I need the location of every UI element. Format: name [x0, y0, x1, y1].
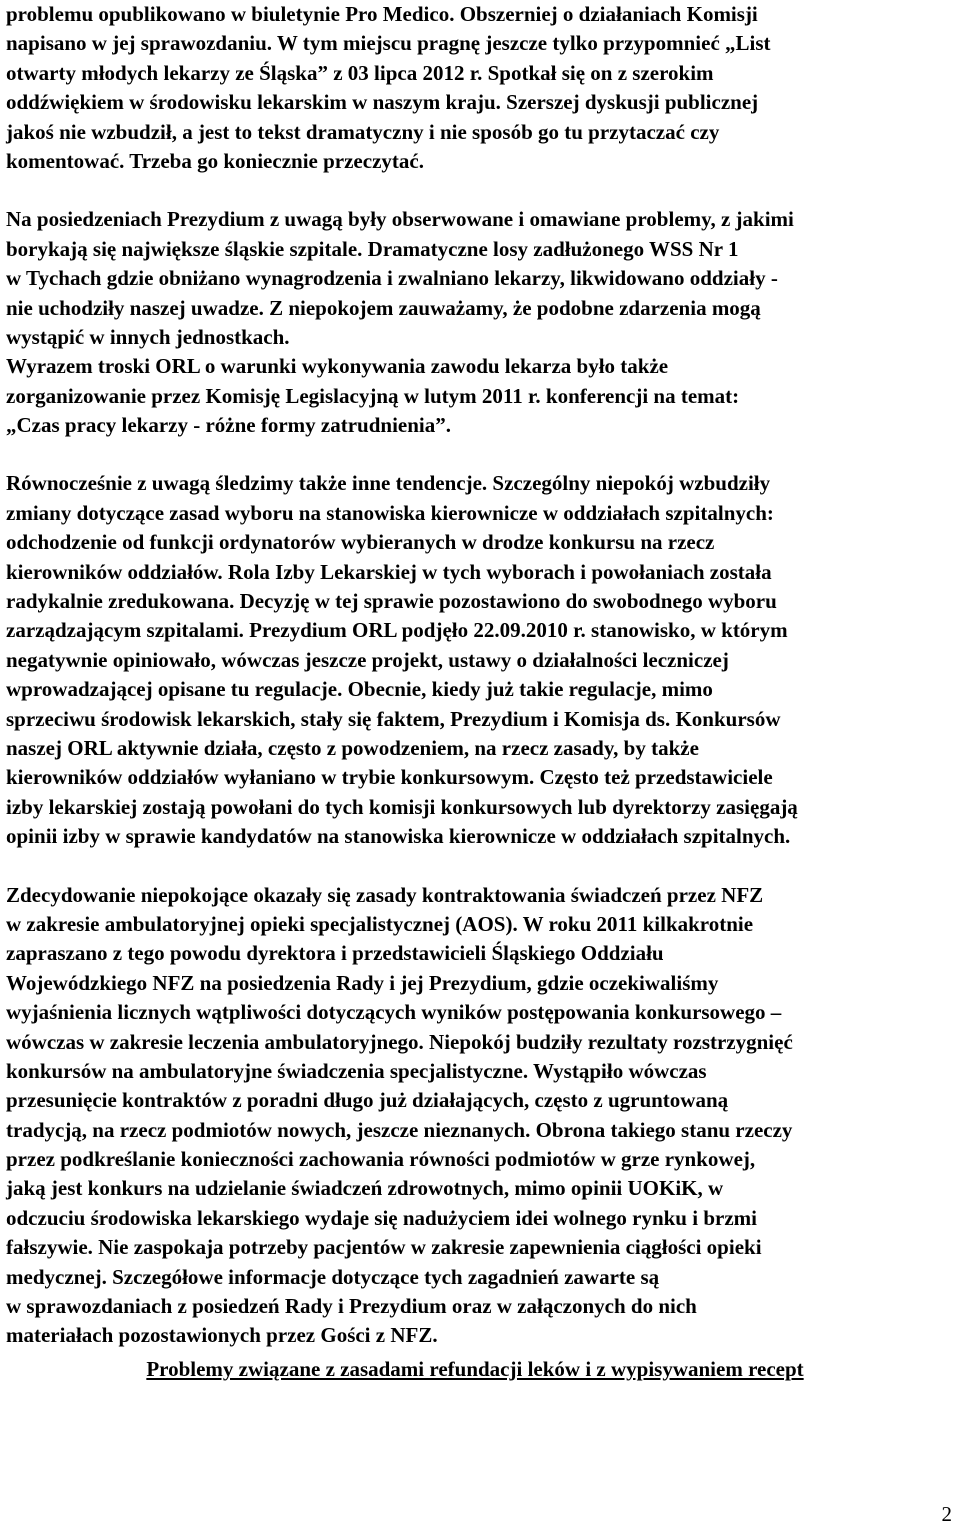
text-line: w sprawozdaniach z posiedzeń Rady i Prezydium oraz w załączonych do nich	[6, 1294, 697, 1319]
text-line: zmiany dotyczące zasad wyboru na stanowiska kierownicze w oddziałach szpitalnych:	[6, 500, 774, 525]
text-line: zapraszano z tego powodu dyrektora i przedstawicieli Śląskiego Oddziału	[6, 941, 664, 966]
text-line: przesunięcie kontraktów z poradni długo już działających, często z ugruntowaną	[6, 1088, 729, 1113]
text-line: w Tychach gdzie obniżano wynagrodzenia i zwalniano lekarzy, likwidowano oddziały -	[6, 266, 778, 291]
text-line: naszej ORL aktywnie działa, często z powodzeniem, na rzecz zasady, by także	[6, 735, 699, 760]
text-line: materiałach pozostawionych przez Gości z NFZ.	[6, 1323, 438, 1348]
paragraph-komisja	[6, 0, 956, 176]
text-line: „Czas pracy lekarzy - różne formy zatrudnienia”.	[6, 413, 451, 438]
text-line: negatywnie opiniowało, wówczas jeszcze projekt, ustawy o działalności leczniczej	[6, 647, 729, 672]
paragraph-tendencje	[6, 469, 956, 851]
text-line: kierowników oddziałów wyłaniano w trybie konkursowym. Często też przedstawiciele	[6, 765, 773, 790]
text-line: zorganizowanie przez Komisję Legislacyjną w lutym 2011 r. konferencji na temat:	[6, 383, 740, 408]
text-line: wprowadzającej opisane tu regulacje. Obecnie, kiedy już takie regulacje, mimo	[6, 677, 713, 702]
text-line: sprzeciwu środowisk lekarskich, stały się faktem, Prezydium i Komisja ds. Konkursów	[6, 706, 781, 731]
text-line: radykalnie zredukowana. Decyzję w tej sprawie pozostawiono do swobodnego wyboru	[6, 589, 777, 614]
text-line: kierowników oddziałów. Rola Izby Lekarskiej w tych wyborach i powołaniach została	[6, 559, 772, 584]
text-line: jakoś nie wzbudził, a jest to tekst dramatyczny i nie sposób go tu przytaczać czy	[6, 119, 720, 144]
text-line: przez podkreślanie konieczności zachowania równości podmiotów w grze rynkowej,	[6, 1147, 756, 1172]
text-line: opinii izby w sprawie kandydatów na stanowiska kierownicze w oddziałach szpitalnych.	[6, 824, 791, 849]
text-line: borykają się największe śląskie szpitale. Dramatyczne losy zadłużonego WSS Nr 1	[6, 236, 739, 261]
text-line: fałszywie. Nie zaspokaja potrzeby pacjentów w zakresie zapewnienia ciągłości opieki	[6, 1235, 762, 1260]
document-page	[6, 0, 956, 1351]
text-line: izby lekarskiej zostają powołani do tych komisji konkursowych lub dyrektorzy zasięgają	[6, 794, 798, 819]
page-number: 2	[941, 1502, 952, 1526]
text-line: Równocześnie z uwagą śledzimy także inne tendencje. Szczególny niepokój wzbudziły	[6, 471, 771, 496]
text-line: otwarty młodych lekarzy ze Śląska” z 03 lipca 2012 r. Spotkał się on z szerokim	[6, 60, 714, 85]
text-line: problemu opublikowano w biuletynie Pro Medico. Obszerniej o działaniach Komisji	[6, 2, 758, 26]
paragraph-gap	[6, 176, 956, 205]
paragraph-nfz	[6, 881, 956, 1351]
text-line: Zdecydowanie niepokojące okazały się zasady kontraktowania świadczeń przez NFZ	[6, 882, 764, 907]
text-line: wówczas w zakresie leczenia ambulatoryjnego. Niepokój budziły rezultaty rozstrzygnięć	[6, 1029, 793, 1054]
text-line: tradycją, na rzecz podmiotów nowych, jeszcze nieznanych. Obrona takiego stanu rzeczy	[6, 1117, 793, 1142]
text-line: zarządzającym szpitalami. Prezydium ORL podjęło 22.09.2010 r. stanowisko, w którym	[6, 618, 788, 643]
text-line: Na posiedzeniach Prezydium z uwagą były obserwowane i omawiane problemy, z jakimi	[6, 207, 794, 232]
text-line: odchodzenie od funkcji ordynatorów wybieranych w drodze konkursu na rzecz	[6, 530, 715, 555]
text-line: wyjaśnienia licznych wątpliwości dotyczących wyników postępowania konkursowego –	[6, 1000, 782, 1025]
text-line: napisano w jej sprawozdaniu. W tym miejscu pragnę jeszcze tylko przypomnieć „List	[6, 31, 771, 56]
text-line: jaką jest konkurs na udzielanie świadczeń zdrowotnych, mimo opinii UOKiK, w	[6, 1176, 724, 1201]
text-line: Wyrazem troski ORL o warunki wykonywania zawodu lekarza było także	[6, 354, 669, 379]
text-line: odczuciu środowiska lekarskiego wydaje się nadużyciem idei wolnego rynku i brzmi	[6, 1205, 757, 1230]
text-line: oddźwiękiem w środowisku lekarskim w naszym kraju. Szerszej dyskusji publicznej	[6, 90, 759, 115]
text-line: konkursów na ambulatoryjne świadczenia specjalistyczne. Wystąpiło wówczas	[6, 1058, 707, 1083]
text-line: Wojewódzkiego NFZ na posiedzenia Rady i jej Prezydium, gdzie oczekiwaliśmy	[6, 970, 719, 995]
paragraph-gap	[6, 852, 956, 881]
text-line: wystąpić w innych jednostkach.	[6, 324, 290, 349]
paragraph-gap	[6, 440, 956, 469]
section-heading: Problemy związane z zasadami refundacji leków i z wypisywaniem recept	[146, 1357, 804, 1381]
text-line: medycznej. Szczegółowe informacje dotyczące tych zagadnień zawarte są	[6, 1264, 660, 1289]
text-line: komentować. Trzeba go koniecznie przeczytać.	[6, 148, 424, 173]
text-line: w zakresie ambulatoryjnej opieki specjalistycznej (AOS). W roku 2011 kilkakrotnie	[6, 911, 754, 936]
paragraph-prezydium	[6, 205, 956, 440]
text-line: nie uchodziły naszej uwadze. Z niepokojem zauważamy, że podobne zdarzenia mogą	[6, 295, 761, 320]
